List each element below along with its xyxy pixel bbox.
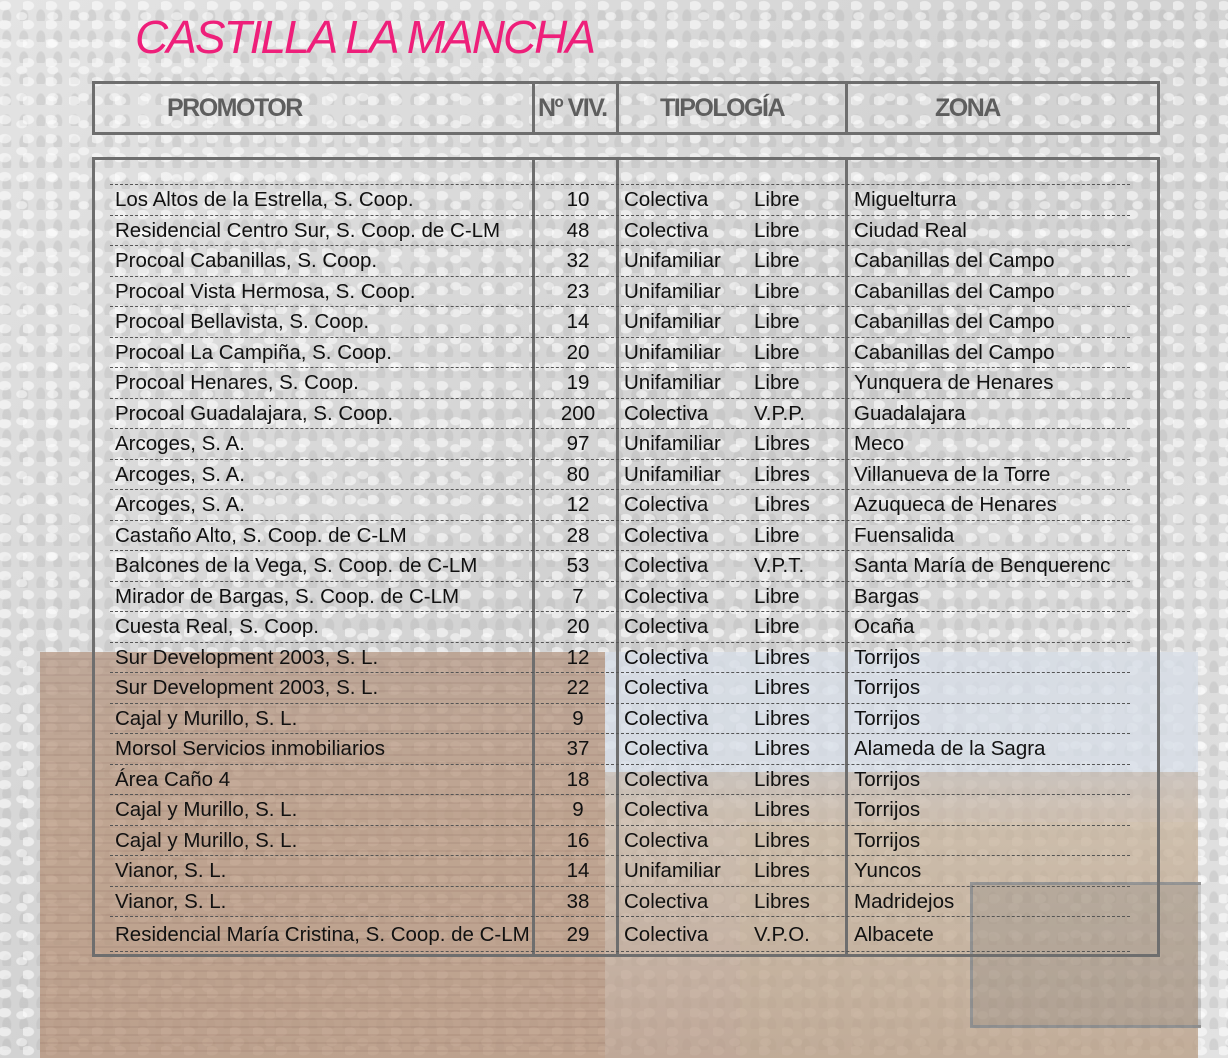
- page-title: CASTILLA LA MANCHA: [135, 11, 595, 63]
- header-zona: ZONA: [935, 94, 1000, 122]
- cell-num-viv: 97: [566, 432, 590, 455]
- cell-promotor: Residencial María Cristina, S. Coop. de C-LM: [115, 923, 530, 946]
- cell-regimen: Libres: [754, 645, 810, 669]
- cell-promotor: Cuesta Real, S. Coop.: [115, 615, 319, 638]
- cell-zona: Cabanillas del Campo: [854, 340, 1055, 364]
- cell-promotor: Procoal Vista Hermosa, S. Coop.: [115, 279, 416, 303]
- cell-num-viv: 18: [566, 767, 590, 791]
- cell-regimen: Libre: [754, 371, 800, 394]
- table-row: [110, 672, 1130, 703]
- cell-zona: Guadalajara: [854, 401, 966, 425]
- cell-regimen: Libre: [754, 340, 800, 364]
- cell-num-viv: 20: [566, 615, 590, 638]
- cell-promotor: Castaño Alto, S. Coop. de C-LM: [115, 523, 407, 547]
- cell-tipologia: Colectiva: [624, 645, 709, 669]
- table-body: [110, 184, 1130, 952]
- cell-num-viv: 37: [566, 737, 590, 760]
- cell-promotor: Morsol Servicios inmobiliarios: [115, 737, 385, 760]
- table-row: [110, 825, 1130, 856]
- table-row: [110, 520, 1130, 551]
- table-row: [110, 855, 1130, 886]
- table-row: [110, 398, 1130, 429]
- table-row: [110, 245, 1130, 276]
- cell-regimen: Libres: [754, 432, 810, 455]
- table-row: [110, 215, 1130, 246]
- table-row: [110, 886, 1130, 917]
- cell-num-viv: 28: [566, 523, 590, 547]
- cell-tipologia: Unifamiliar: [624, 432, 721, 455]
- cell-tipologia: Colectiva: [624, 767, 709, 791]
- cell-zona: Cabanillas del Campo: [854, 279, 1055, 303]
- cell-regimen: Libres: [754, 859, 810, 882]
- cell-regimen: Libres: [754, 737, 810, 760]
- cell-tipologia: Colectiva: [624, 828, 709, 852]
- cell-regimen: Libre: [754, 584, 800, 608]
- cell-zona: Yuncos: [854, 859, 922, 882]
- cell-tipologia: Colectiva: [624, 923, 709, 946]
- cell-regimen: V.P.P.: [754, 401, 805, 425]
- cell-num-viv: 48: [566, 218, 590, 242]
- header-divider: [532, 84, 535, 132]
- table-header: [92, 81, 1160, 135]
- table-row: [110, 581, 1130, 612]
- cell-regimen: Libre: [754, 523, 800, 547]
- cell-tipologia: Colectiva: [624, 493, 709, 516]
- table-row: [110, 459, 1130, 490]
- cell-num-viv: 32: [566, 249, 590, 272]
- cell-num-viv: 9: [572, 706, 584, 730]
- header-tipologia: TIPOLOGÍA: [660, 94, 784, 122]
- cell-zona: Azuqueca de Henares: [854, 493, 1057, 516]
- cell-num-viv: 10: [566, 188, 590, 211]
- header-divider: [616, 84, 619, 132]
- cell-promotor: Procoal La Campiña, S. Coop.: [115, 340, 392, 364]
- cell-zona: Fuensalida: [854, 523, 955, 547]
- cell-zona: Cabanillas del Campo: [854, 249, 1055, 272]
- cell-zona: Santa María de Benquerenc: [854, 554, 1111, 577]
- cell-regimen: Libre: [754, 218, 800, 242]
- table-row: [110, 703, 1130, 734]
- cell-zona: Ocaña: [854, 615, 915, 638]
- table-row: [110, 184, 1130, 215]
- cell-zona: Torrijos: [854, 645, 921, 669]
- cell-zona: Cabanillas del Campo: [854, 310, 1055, 333]
- cell-zona: Torrijos: [854, 676, 921, 699]
- table-row: [110, 276, 1130, 307]
- cell-zona: Miguelturra: [854, 188, 957, 211]
- cell-tipologia: Colectiva: [624, 737, 709, 760]
- cell-zona: Ciudad Real: [854, 218, 967, 242]
- cell-regimen: Libre: [754, 188, 800, 211]
- cell-zona: Bargas: [854, 584, 919, 608]
- cell-num-viv: 200: [560, 401, 596, 425]
- cell-regimen: Libres: [754, 462, 810, 486]
- cell-promotor: Sur Development 2003, S. L.: [115, 676, 379, 699]
- header-num-viv: Nº VIV.: [538, 94, 607, 122]
- cell-tipologia: Unifamiliar: [624, 371, 721, 394]
- table-row: [110, 611, 1130, 642]
- cell-promotor: Residencial Centro Sur, S. Coop. de C-LM: [115, 218, 501, 242]
- cell-promotor: Procoal Bellavista, S. Coop.: [115, 310, 370, 333]
- cell-zona: Torrijos: [854, 767, 921, 791]
- table-row: [110, 428, 1130, 459]
- cell-regimen: Libre: [754, 249, 800, 272]
- cell-zona: Alameda de la Sagra: [854, 737, 1046, 760]
- cell-regimen: Libre: [754, 310, 800, 333]
- cell-num-viv: 53: [566, 554, 590, 577]
- cell-tipologia: Colectiva: [624, 798, 709, 821]
- table-row: [110, 337, 1130, 368]
- table-row: [110, 764, 1130, 795]
- cell-zona: Torrijos: [854, 706, 921, 730]
- cell-promotor: Vianor, S. L.: [115, 889, 227, 913]
- table-row: [110, 489, 1130, 520]
- cell-num-viv: 22: [566, 676, 590, 699]
- cell-tipologia: Colectiva: [624, 401, 709, 425]
- cell-tipologia: Colectiva: [624, 615, 709, 638]
- cell-tipologia: Unifamiliar: [624, 859, 721, 882]
- header-promotor: PROMOTOR: [167, 94, 302, 122]
- cell-regimen: Libres: [754, 889, 810, 913]
- cell-num-viv: 19: [566, 371, 590, 394]
- cell-promotor: Sur Development 2003, S. L.: [115, 645, 379, 669]
- cell-num-viv: 12: [566, 645, 590, 669]
- cell-num-viv: 14: [566, 310, 590, 333]
- table-row: [110, 306, 1130, 337]
- cell-regimen: Libre: [754, 615, 800, 638]
- cell-tipologia: Unifamiliar: [624, 310, 721, 333]
- cell-num-viv: 14: [566, 859, 590, 882]
- cell-regimen: Libres: [754, 493, 810, 516]
- cell-tipologia: Colectiva: [624, 554, 709, 577]
- cell-num-viv: 38: [566, 889, 590, 913]
- cell-regimen: V.P.T.: [754, 554, 805, 577]
- cell-regimen: Libres: [754, 767, 810, 791]
- cell-promotor: Arcoges, S. A.: [115, 493, 245, 516]
- cell-tipologia: Colectiva: [624, 218, 709, 242]
- cell-promotor: Procoal Cabanillas, S. Coop.: [115, 249, 378, 272]
- cell-zona: Meco: [854, 432, 905, 455]
- cell-promotor: Cajal y Murillo, S. L.: [115, 706, 298, 730]
- cell-zona: Yunquera de Henares: [854, 371, 1054, 394]
- cell-tipologia: Colectiva: [624, 676, 709, 699]
- cell-regimen: Libres: [754, 798, 810, 821]
- table-row: [110, 550, 1130, 581]
- data-table: [92, 157, 1160, 957]
- table-row: [110, 367, 1130, 398]
- cell-num-viv: 7: [572, 584, 584, 608]
- cell-promotor: Cajal y Murillo, S. L.: [115, 828, 298, 852]
- cell-promotor: Área Caño 4: [115, 767, 231, 791]
- cell-num-viv: 20: [566, 340, 590, 364]
- cell-num-viv: 12: [566, 493, 590, 516]
- cell-num-viv: 23: [566, 279, 590, 303]
- cell-tipologia: Unifamiliar: [624, 340, 721, 364]
- table-row: [110, 733, 1130, 764]
- cell-tipologia: Colectiva: [624, 523, 709, 547]
- cell-tipologia: Colectiva: [624, 889, 709, 913]
- cell-zona: Villanueva de la Torre: [854, 462, 1051, 486]
- cell-promotor: Procoal Guadalajara, S. Coop.: [115, 401, 394, 425]
- cell-promotor: Los Altos de la Estrella, S. Coop.: [115, 188, 414, 211]
- cell-promotor: Arcoges, S. A.: [115, 432, 245, 455]
- cell-tipologia: Unifamiliar: [624, 462, 721, 486]
- cell-regimen: Libres: [754, 676, 810, 699]
- cell-promotor: Vianor, S. L.: [115, 859, 227, 882]
- cell-tipologia: Unifamiliar: [624, 249, 721, 272]
- cell-num-viv: 80: [566, 462, 590, 486]
- cell-zona: Madridejos: [854, 889, 955, 913]
- cell-promotor: Cajal y Murillo, S. L.: [115, 798, 298, 821]
- cell-zona: Torrijos: [854, 798, 921, 821]
- cell-num-viv: 16: [566, 828, 590, 852]
- table-row: [110, 642, 1130, 673]
- cell-regimen: V.P.O.: [754, 923, 810, 946]
- cell-tipologia: Colectiva: [624, 584, 709, 608]
- header-divider: [845, 84, 848, 132]
- table-row: [110, 916, 1130, 952]
- cell-num-viv: 9: [572, 798, 584, 821]
- cell-promotor: Balcones de la Vega, S. Coop. de C-LM: [115, 554, 478, 577]
- cell-zona: Torrijos: [854, 828, 921, 852]
- table-row: [110, 794, 1130, 825]
- cell-tipologia: Colectiva: [624, 188, 709, 211]
- cell-zona: Albacete: [854, 923, 934, 946]
- cell-regimen: Libres: [754, 706, 810, 730]
- cell-promotor: Mirador de Bargas, S. Coop. de C-LM: [115, 584, 460, 608]
- cell-tipologia: Unifamiliar: [624, 279, 721, 303]
- cell-num-viv: 29: [566, 923, 590, 946]
- cell-regimen: Libres: [754, 828, 810, 852]
- cell-tipologia: Colectiva: [624, 706, 709, 730]
- cell-promotor: Procoal Henares, S. Coop.: [115, 371, 359, 394]
- cell-regimen: Libre: [754, 279, 800, 303]
- cell-promotor: Arcoges, S. A.: [115, 462, 245, 486]
